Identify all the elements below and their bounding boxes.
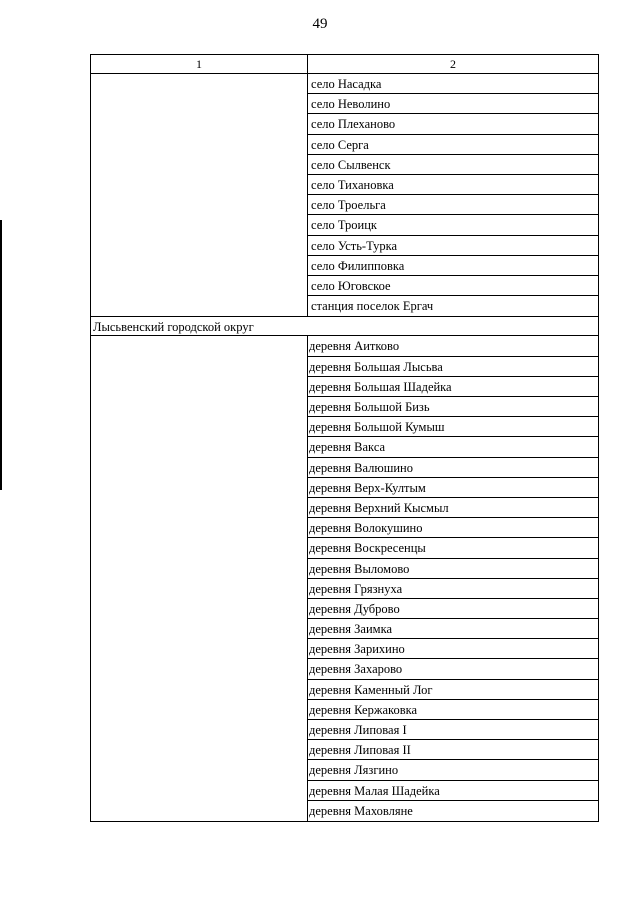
table-row: деревня Липовая II [308,740,598,760]
table-row: деревня Лязгино [308,760,598,780]
table-header-row [91,55,598,74]
table-row: деревня Большой Кумыш [308,417,598,437]
table-row: деревня Кержаковка [308,700,598,720]
table-row: село Неволино [308,94,598,114]
table-row: деревня Маховляне [309,803,413,818]
group-2-district-cell [91,336,308,821]
table-row: деревня Захарово [308,659,598,679]
table-row: деревня Большая Шадейка [308,377,598,397]
table-row: деревня Выломово [308,559,598,579]
column-2-header: 2 [450,57,456,71]
group-1-district-cell [91,74,308,316]
table-row: село Плеханово [308,114,598,134]
table-row: село Насадка [308,74,598,94]
district-title-row: Лысьвенский городской округ [91,316,598,336]
table-row: село Юговское [308,276,598,296]
table-row: село Усть-Турка [308,236,598,256]
table-row: деревня Волокушино [308,518,598,538]
table-row: деревня Малая Шадейка [308,781,598,801]
page-number: 49 [312,16,328,32]
settlement-group-1 [91,74,598,316]
group-2-settlement-list [308,336,598,821]
table-row: село Тихановка [308,175,598,195]
settlement-group-2 [91,336,598,821]
table-row: деревня Большой Бизь [308,397,598,417]
table-row: деревня Зарихино [308,639,598,659]
settlements-table [90,54,599,822]
table-row: село Филипповка [308,256,598,276]
table-row: деревня Липовая I [308,720,598,740]
table-row: станция поселок Ергач [311,299,434,314]
table-row: село Троельга [308,195,598,215]
table-row: деревня Грязнуха [308,579,598,599]
table-row: деревня Вакса [308,437,598,457]
table-row: деревня Верх-Култым [308,478,598,498]
table-row: деревня Валюшино [308,458,598,478]
table-row: деревня Верхний Кысмыл [308,498,598,518]
group-1-settlement-list [308,74,598,316]
table-row: деревня Заимка [308,619,598,639]
table-row: село Троицк [308,215,598,235]
table-row: деревня Большая Лысьва [308,357,598,377]
table-row: деревня Аитково [308,336,598,356]
table-row: деревня Каменный Лог [308,680,598,700]
scan-edge-mark [0,220,2,490]
table-row: село Серга [308,135,598,155]
table-row: деревня Дуброво [308,599,598,619]
column-1-header: 1 [91,55,308,73]
table-row: село Сылвенск [308,155,598,175]
table-row: деревня Воскресенцы [308,538,598,558]
